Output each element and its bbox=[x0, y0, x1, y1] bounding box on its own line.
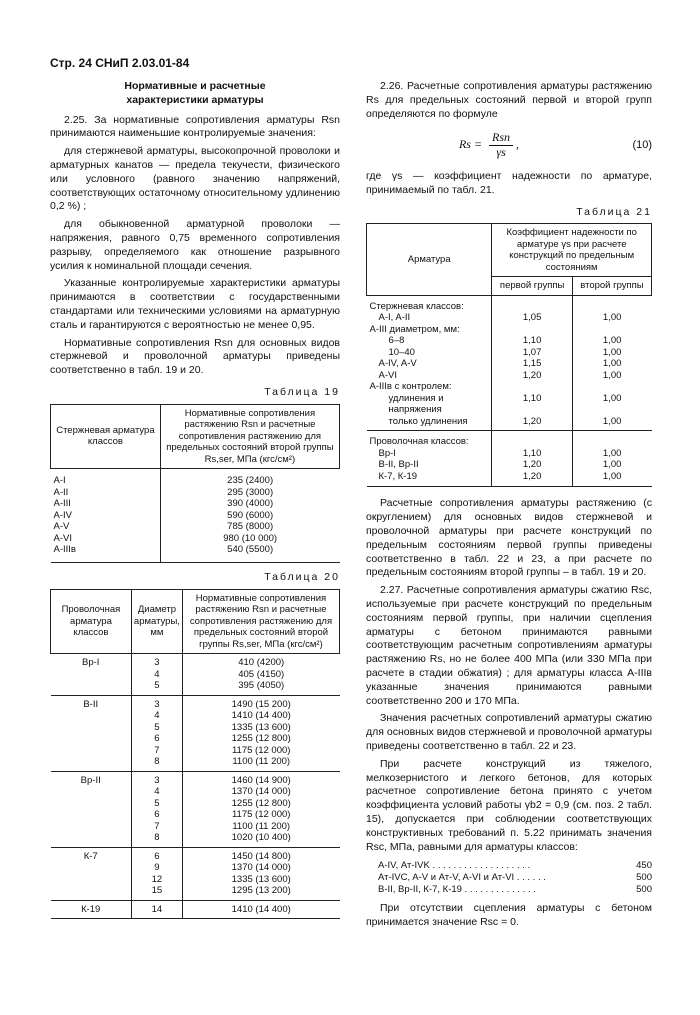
table-row bbox=[367, 393, 652, 416]
t21-second-group bbox=[572, 381, 651, 393]
t21-first-group: 1,05 bbox=[492, 312, 572, 324]
t21-header-coefficient: Коэффициент надежности по арматуре γs при расчете конструкций по предельным состояниям bbox=[492, 224, 652, 277]
t20-diameter: 7 bbox=[154, 820, 160, 832]
t20-value-kgf: (12 800) bbox=[255, 733, 291, 745]
t20-diameter: 3 bbox=[154, 657, 160, 669]
t20-value-line bbox=[186, 722, 337, 734]
table-row bbox=[367, 358, 652, 370]
paragraph-no-bond: При отсутствии сцепления арматуры с бетоном принимается значение Rsc = 0. bbox=[366, 902, 652, 929]
list-item-value: 450 bbox=[636, 860, 652, 872]
t20-diameter: 5 bbox=[154, 680, 160, 692]
formula-tail: , bbox=[516, 137, 520, 152]
t20-value-kgf: (14 400) bbox=[255, 710, 291, 722]
t20-value-line bbox=[186, 756, 337, 768]
t20-diameters bbox=[131, 771, 182, 847]
t20-value-line bbox=[186, 832, 337, 844]
t20-value-kgf: (14 900) bbox=[255, 774, 291, 786]
t20-diameter: 12 bbox=[151, 873, 163, 885]
t19-value: 980 (10 000) bbox=[160, 533, 339, 545]
paragraph-2-26: 2.26. Расчетные сопротивления арматуры растяжению Rs для предельных состояний первой и второй групп определяются по формуле bbox=[366, 80, 652, 120]
t20-value: 1295 bbox=[231, 885, 253, 897]
table-row bbox=[367, 471, 652, 487]
t20-class: Вр-I bbox=[51, 654, 132, 696]
t19-header-value: Нормативные сопротивления растяжению Rsn и расчетные сопротивления растяжению для предельных состояний второй группы Rs,ser, МПа (кгс/см²) bbox=[160, 404, 339, 469]
t19-value: 295 (3000) bbox=[160, 487, 339, 499]
t19-value: 235 (2400) bbox=[160, 469, 339, 487]
t20-value: 1335 bbox=[231, 873, 253, 885]
table-row bbox=[367, 370, 652, 382]
t20-values bbox=[182, 654, 339, 696]
t20-values bbox=[182, 771, 339, 847]
t21-armature: A-IV, A-V bbox=[378, 358, 417, 370]
table-row bbox=[51, 900, 340, 919]
paragraph-where: где γs — коэффициент надежности по арматуре, принимаемый по табл. 21. bbox=[366, 169, 652, 196]
t20-diameter: 4 bbox=[154, 710, 160, 722]
t19-class: A-I bbox=[53, 475, 66, 487]
t21-armature: A-IIIв с контролем: bbox=[369, 381, 452, 393]
t20-value: 1255 bbox=[231, 797, 253, 809]
t21-second-group: 1,00 bbox=[572, 312, 651, 324]
t20-value-line bbox=[186, 657, 337, 669]
paragraph-concrete: При расчете конструкций из тяжелого, мелкозернистого и легкого бетонов, для которых расчетное сопротивление бетона принято с учетом коэффициента условий работы γb2 = 0,9 (см. поз. 2 табл. 15), допускается при соблюдении соответствующих конструктивных требований п. 5.22 принимать значения Rsc, МПа, равными для арматуры классов: bbox=[366, 757, 652, 853]
table-row bbox=[51, 510, 340, 522]
list-item-label: A-IV, Ат-IVK . . . . . . . . . . . . . . . . . . . bbox=[378, 860, 531, 872]
paragraph-rod: для стержневой арматуры, высокопрочной проволоки и арматурных канатов — предела текучести, физического или условного (равного значению напряжений, соответствующих остаточному относительному удлинению 0,2 %) ; bbox=[50, 145, 340, 213]
t21-first-group: 1,10 bbox=[492, 335, 572, 347]
t20-diameters bbox=[131, 654, 182, 696]
paragraph-2-27: 2.27. Расчетные сопротивления арматуры сжатию Rsc, используемые при расчете конструкций по предельным состояниям первой группы, при наличии сцепления арматуры с бетоном принимаются равными соответствующим расчетным сопротивлениям арматуры растяжению Rs, но не более 400 МПа (или 330 МПа при расчете в стадии обжатия) ; для арматуры класса A-IIIв указанные значения принимаются равными соответственно 200 и 170 МПа. bbox=[366, 584, 652, 707]
t21-second-group bbox=[572, 295, 651, 312]
t21-first-group: 1,20 bbox=[492, 471, 572, 487]
t20-diameter: 14 bbox=[151, 903, 163, 915]
table-21-caption: Таблица 21 bbox=[576, 205, 652, 218]
t20-value-line bbox=[186, 745, 337, 757]
t20-diameter: 6 bbox=[154, 733, 160, 745]
t20-values bbox=[182, 900, 339, 919]
t19-class: A-III bbox=[53, 498, 71, 510]
t20-value-kgf: (11 200) bbox=[255, 756, 291, 768]
table-row bbox=[51, 544, 340, 562]
t21-body bbox=[367, 295, 652, 487]
t20-diameter: 8 bbox=[154, 832, 160, 844]
t21-second-group: 1,00 bbox=[572, 393, 651, 416]
t21-header-first-group: первой группы bbox=[492, 277, 572, 296]
list-item bbox=[378, 872, 652, 884]
t20-values bbox=[182, 695, 339, 771]
t20-value: 395 bbox=[238, 680, 255, 692]
t19-body bbox=[51, 469, 340, 563]
table-row bbox=[367, 295, 652, 312]
paragraph-values: Значения расчетных сопротивлений арматуры сжатию для основных видов стержневой и проволочной арматуры приведены соответственно в табл. 22 и 23. bbox=[366, 712, 652, 752]
t21-first-group bbox=[492, 295, 572, 312]
t20-value-line bbox=[186, 669, 337, 681]
t21-first-group: 1,20 bbox=[492, 370, 572, 382]
t20-header-value: Нормативные сопротивления растяжению Rsn и расчетные сопротивления растяжению для предельных состояний второй группы Rs,ser, МПа (кгс/см²) bbox=[182, 589, 339, 654]
t21-armature: A-III диаметром, мм: bbox=[369, 323, 460, 335]
table-row bbox=[367, 347, 652, 359]
t20-value: 1175 bbox=[231, 744, 253, 756]
t20-value: 1370 bbox=[231, 786, 253, 798]
formula-number: (10) bbox=[632, 138, 652, 151]
t20-value-kgf: (4050) bbox=[256, 680, 285, 692]
t20-value-line bbox=[186, 798, 337, 810]
t20-value: 1100 bbox=[232, 820, 253, 832]
table-19-caption: Таблица 19 bbox=[264, 385, 340, 398]
table-row bbox=[51, 533, 340, 545]
t20-value-kgf: (15 200) bbox=[255, 698, 291, 710]
t20-value: 1460 bbox=[231, 774, 253, 786]
t20-value-line bbox=[186, 851, 337, 863]
t20-value-kgf: (10 400) bbox=[255, 832, 291, 844]
t20-value-line bbox=[186, 775, 337, 787]
t21-first-group bbox=[492, 324, 572, 336]
t20-diameter: 7 bbox=[154, 744, 160, 756]
list-item bbox=[378, 884, 652, 896]
t20-value-kgf: (12 000) bbox=[255, 809, 291, 821]
t21-armature: К-7, К-19 bbox=[367, 471, 492, 487]
t20-value-kgf: (14 000) bbox=[255, 786, 291, 798]
t21-first-group: 1,20 bbox=[492, 459, 572, 471]
paragraph-guarantee: Указанные контролируемые характеристики арматуры принимаются в соответствии с государственными стандартами или техническими условиями на арматурную сталь и гарантируются с вероятностью не менее 0,95. bbox=[50, 277, 340, 331]
t20-diameter: 4 bbox=[154, 786, 160, 798]
list-item-label: Ат-IVC, A-V и Ат-V, A-VI и Ат-VI . . . . . . bbox=[378, 872, 546, 884]
left-column bbox=[50, 80, 340, 919]
table-21 bbox=[366, 223, 652, 487]
t20-value-line bbox=[186, 733, 337, 745]
t21-armature: Стержневая классов: bbox=[369, 300, 464, 312]
table-row bbox=[51, 498, 340, 510]
list-item-value: 500 bbox=[636, 884, 652, 896]
table-row bbox=[51, 695, 340, 771]
t20-value: 1450 bbox=[231, 850, 253, 862]
t21-header-armature: Арматура bbox=[367, 224, 492, 296]
t20-diameter: 4 bbox=[154, 668, 160, 680]
right-column bbox=[366, 80, 652, 934]
t21-second-group: 1,00 bbox=[572, 448, 651, 460]
t20-value-kgf: (13 600) bbox=[255, 721, 291, 733]
t20-value: 1410 bbox=[231, 710, 253, 722]
table-row bbox=[51, 771, 340, 847]
t20-value: 1100 bbox=[232, 756, 253, 768]
t21-second-group: 1,00 bbox=[572, 459, 651, 471]
t20-values bbox=[182, 847, 339, 900]
t21-armature: В-II, Вр-II bbox=[378, 459, 419, 471]
t19-class: A-V bbox=[53, 521, 70, 533]
t20-value-kgf: (4150) bbox=[256, 668, 285, 680]
t20-value-kgf: (12 800) bbox=[255, 797, 291, 809]
formula-denominator: γs bbox=[496, 145, 506, 160]
t20-value: 1255 bbox=[231, 733, 253, 745]
t20-value-line bbox=[186, 809, 337, 821]
t20-class: В-II bbox=[51, 695, 132, 771]
t20-diameter: 9 bbox=[154, 862, 160, 874]
t20-class: К-7 bbox=[51, 847, 132, 900]
t20-value: 1370 bbox=[231, 862, 253, 874]
t20-diameter: 3 bbox=[154, 698, 160, 710]
t20-value-kgf: (13 600) bbox=[255, 873, 291, 885]
rsc-values-list bbox=[378, 860, 652, 896]
table-row bbox=[51, 847, 340, 900]
table-row bbox=[51, 521, 340, 533]
t20-value-kgf: (14 000) bbox=[255, 862, 291, 874]
t21-second-group: 1,00 bbox=[572, 471, 651, 487]
formula-lhs: Rs = bbox=[458, 137, 483, 152]
t21-first-group: 1,15 bbox=[492, 358, 572, 370]
t21-second-group: 1,00 bbox=[572, 335, 651, 347]
table-row bbox=[367, 335, 652, 347]
t21-header-second-group: второй группы bbox=[572, 277, 651, 296]
t20-value-kgf: (14 800) bbox=[255, 850, 291, 862]
table-row bbox=[367, 459, 652, 471]
t19-value: 590 (6000) bbox=[160, 510, 339, 522]
t20-class: К-19 bbox=[51, 900, 132, 919]
t19-value: 390 (4000) bbox=[160, 498, 339, 510]
page-header: Стр. 24 СНиП 2.03.01-84 bbox=[50, 56, 190, 70]
t21-second-group: 1,00 bbox=[572, 358, 651, 370]
table-row bbox=[367, 312, 652, 324]
t21-armature: удлинения и напряжения bbox=[388, 392, 444, 416]
t20-value-line bbox=[186, 885, 337, 897]
t21-second-group: 1,00 bbox=[572, 370, 651, 382]
t20-value-line bbox=[186, 710, 337, 722]
t19-value: 540 (5500) bbox=[160, 544, 339, 562]
table-row bbox=[367, 381, 652, 393]
formula-numerator: Rsn bbox=[489, 131, 513, 146]
table-20-caption: Таблица 20 bbox=[264, 570, 340, 583]
formula-10 bbox=[366, 131, 652, 160]
t20-value-kgf: (14 400) bbox=[255, 903, 291, 915]
table-row bbox=[367, 324, 652, 336]
t20-diameters bbox=[131, 695, 182, 771]
formula-expression bbox=[366, 131, 612, 160]
t20-value-line bbox=[186, 786, 337, 798]
paragraph-after-t21: Расчетные сопротивления арматуры растяжению (с округлением) для основных видов стержневой и проволочной арматуры при расчете конструкций по предельным состояниям первой группы приведены соответственно в табл. 22 и 23, а при расчете по предельным состояниям второй группы – в табл. 19 и 20. bbox=[366, 497, 652, 579]
t20-header-diameter: Диаметр арматуры, мм bbox=[131, 589, 182, 654]
t20-diameters bbox=[131, 900, 182, 919]
t20-value-line bbox=[186, 862, 337, 874]
t21-first-group: 1,07 bbox=[492, 347, 572, 359]
section-heading bbox=[50, 80, 340, 108]
heading-line-2: характеристики арматуры bbox=[126, 93, 264, 106]
t21-second-group bbox=[572, 431, 651, 448]
t20-class: Вр-II bbox=[51, 771, 132, 847]
table-row bbox=[51, 654, 340, 696]
t20-value-kgf: (12 000) bbox=[255, 744, 291, 756]
t21-armature: Вр-I bbox=[378, 447, 396, 459]
t21-first-group: 1,10 bbox=[492, 448, 572, 460]
t20-value-line bbox=[186, 874, 337, 886]
table-row bbox=[367, 431, 652, 448]
t21-armature: A-I, A-II bbox=[378, 312, 411, 324]
t20-diameter: 5 bbox=[154, 797, 160, 809]
t20-value: 405 bbox=[238, 668, 255, 680]
t21-armature: 10–40 bbox=[388, 346, 415, 358]
t20-value: 1175 bbox=[231, 809, 253, 821]
t20-diameter: 6 bbox=[154, 850, 160, 862]
t19-class: A-VI bbox=[53, 532, 72, 544]
t21-first-group: 1,20 bbox=[492, 416, 572, 431]
t20-diameter: 3 bbox=[154, 774, 160, 786]
formula-fraction bbox=[489, 131, 513, 160]
t20-value-kgf: (13 200) bbox=[255, 885, 291, 897]
table-row bbox=[367, 448, 652, 460]
t19-class: A-IV bbox=[53, 509, 72, 521]
t20-diameter: 6 bbox=[154, 809, 160, 821]
table-row bbox=[51, 469, 340, 487]
t20-value: 1410 bbox=[231, 903, 253, 915]
t21-second-group bbox=[572, 324, 651, 336]
t21-first-group: 1,10 bbox=[492, 393, 572, 416]
t21-first-group bbox=[492, 381, 572, 393]
t21-first-group bbox=[492, 431, 572, 448]
t21-second-group: 1,00 bbox=[572, 416, 651, 431]
paragraph-2-25: 2.25. За нормативные сопротивления арматуры Rsn принимаются наименьшие контролируемые значения: bbox=[50, 113, 340, 140]
t20-diameters bbox=[131, 847, 182, 900]
t21-armature: 6–8 bbox=[388, 335, 405, 347]
paragraph-wire: для обыкновенной арматурной проволоки — напряжения, равного 0,75 временного сопротивления разрыву, определяемого как отношение разрывного усилия к номинальной площади сечения. bbox=[50, 218, 340, 272]
t20-value-kgf: (11 200) bbox=[255, 820, 291, 832]
t20-body bbox=[51, 654, 340, 919]
t19-value: 785 (8000) bbox=[160, 521, 339, 533]
list-item bbox=[378, 860, 652, 872]
t20-diameter: 5 bbox=[154, 721, 160, 733]
t21-second-group: 1,00 bbox=[572, 347, 651, 359]
t19-header-class: Стержневая арматура классов bbox=[51, 404, 161, 469]
t20-value-line bbox=[186, 904, 337, 916]
paragraph-tables-ref: Нормативные сопротивления Rsn для основных видов стержневой и проволочной арматуры приведены соответственно в табл. 19 и 20. bbox=[50, 336, 340, 377]
table-row bbox=[51, 487, 340, 499]
t20-value: 1490 bbox=[231, 698, 253, 710]
t20-value-line bbox=[186, 699, 337, 711]
heading-line-1: Нормативные и расчетные bbox=[124, 80, 266, 92]
t20-value: 1335 bbox=[231, 721, 253, 733]
table-row bbox=[367, 416, 652, 431]
table-19 bbox=[50, 404, 340, 563]
t20-value-line bbox=[186, 680, 337, 692]
t20-diameter: 15 bbox=[151, 885, 163, 897]
t20-value-kgf: (4200) bbox=[256, 657, 285, 669]
list-item-value: 500 bbox=[636, 872, 652, 884]
t20-diameter: 8 bbox=[154, 756, 160, 768]
t20-value: 1020 bbox=[231, 832, 253, 844]
t21-armature: Проволочная классов: bbox=[369, 436, 469, 448]
t21-armature: только удлинения bbox=[367, 416, 492, 431]
table-20 bbox=[50, 589, 340, 920]
t19-class: A-IIIв bbox=[51, 544, 161, 562]
t19-class: A-II bbox=[53, 486, 69, 498]
t21-armature: A-VI bbox=[378, 369, 397, 381]
t20-value-line bbox=[186, 821, 337, 833]
t20-header-class: Проволочная арматура классов bbox=[51, 589, 132, 654]
t20-value: 410 bbox=[238, 657, 255, 669]
list-item-label: В-II, Вр-II, К-7, К-19 . . . . . . . . . . . . . . bbox=[378, 884, 536, 896]
